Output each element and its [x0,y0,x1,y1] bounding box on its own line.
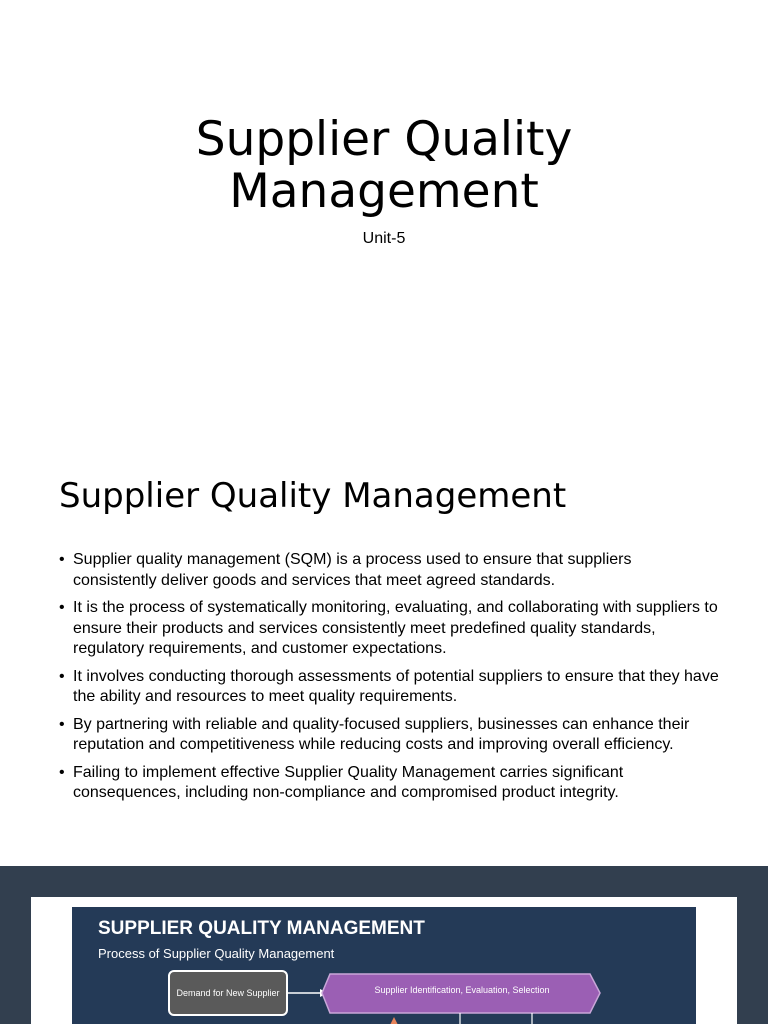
diagram-slide [0,866,768,1024]
bullet-item: • By partnering with reliable and quality-focused suppliers, businesses can enhance their reputation and competitiveness while reducing costs and improving overall efficiency. [59,715,719,756]
demand-box-label: Demand for New Supplier [176,988,280,998]
up-arrow-icon [390,1017,398,1024]
bullet-item: • It is the process of systematically monitoring, evaluating, and collaborating with suppliers to ensure their products and services consistently meet predefined quality standards, regulatory requirements, and customer expectations. [59,598,719,660]
diagram-shapes [72,907,696,1024]
demand-box [168,970,288,1016]
process-box-label: Supplier Identification, Evaluation, Selection [374,985,550,995]
title-slide [0,0,768,432]
diagram-heading: SUPPLIER QUALITY MANAGEMENT [98,918,425,939]
process-diagram [72,907,696,1024]
diagram-slide-canvas [31,897,737,1024]
slide-title [0,114,768,218]
diagram-subheading: Process of Supplier Quality Management [98,946,335,961]
content-slide [0,432,768,866]
slide-title-line-2: Management [229,164,539,219]
slide-title-line-1: Supplier Quality [195,112,573,167]
bullet-item: • It involves conducting thorough assessments of potential suppliers to ensure that they have the ability and resources to meet quality requirements. [59,667,719,708]
slide-subtitle: Unit-5 [362,230,406,247]
bullet-item: • Failing to implement effective Supplier Quality Management carries significant consequences, including non-compliance and compromised product integrity. [59,763,719,804]
bullet-list [59,550,719,811]
bullet-item: • Supplier quality management (SQM) is a process used to ensure that suppliers consistently deliver goods and services that meet agreed standards. [59,550,719,591]
content-slide-title: Supplier Quality Management [59,476,567,516]
